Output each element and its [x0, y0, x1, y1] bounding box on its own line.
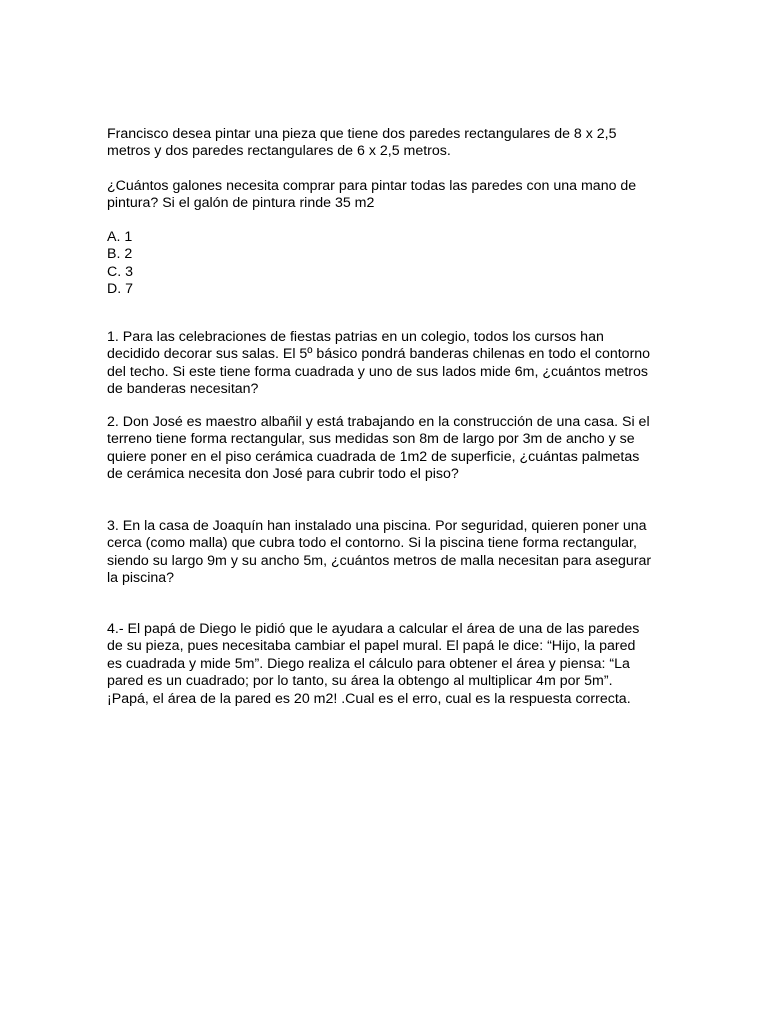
- problem-1-line: del techo. Si este tiene forma cuadrada y uno de sus lados mide 6m, ¿cuántos metros: [107, 363, 648, 380]
- problem-2-line: de cerámica necesita don José para cubrir todo el piso?: [107, 466, 459, 483]
- problem-4-line: es cuadrada y mide 5m”. Diego realiza el cálculo para obtener el área y piensa: “La: [107, 655, 630, 672]
- problem-1-paragraph: [107, 329, 667, 399]
- problem-4-line: ¡Papá, el área de la pared es 20 m2! .Cual es el erro, cual es la respuesta correcta.: [107, 690, 631, 707]
- problem-3-line: cerca (como malla) que cubra todo el contorno. Si la piscina tiene forma rectangular,: [107, 535, 637, 552]
- question-line: pintura? Si el galón de pintura rinde 35 m2: [107, 195, 375, 212]
- problem-2-paragraph: [107, 414, 667, 484]
- problem-3-line: 3. En la casa de Joaquín han instalado una piscina. Por seguridad, quieren poner una: [107, 518, 647, 534]
- problem-1-line: decidido decorar sus salas. El 5º básico pondrá banderas chilenas en todo el contorno: [107, 346, 651, 363]
- question-paragraph: [107, 178, 667, 213]
- option-d: D. 7: [107, 281, 134, 298]
- option-a: A. 1: [107, 229, 133, 245]
- problem-3-line: siendo su largo 9m y su ancho 5m, ¿cuántos metros de malla necesitan para asegurar: [107, 552, 652, 569]
- intro-line: Francisco desea pintar una pieza que tiene dos paredes rectangulares de 8 x 2,5: [107, 126, 617, 142]
- answer-options: [107, 229, 667, 299]
- option-b: B. 2: [107, 246, 133, 263]
- intro-paragraph: [107, 126, 667, 161]
- problem-2-line: quiere poner en el piso cerámica cuadrada de 1m2 de superficie, ¿cuántas palmetas: [107, 448, 640, 465]
- problem-3-paragraph: [107, 518, 667, 588]
- problem-4-line: pared es un cuadrado; por lo tanto, su área la obtengo al multiplicar 4m por 5m”.: [107, 673, 613, 690]
- problem-4-line: de su pieza, pues necesitaba cambiar el papel mural. El papá le dice: “Hijo, la pared: [107, 638, 636, 655]
- intro-line: metros y dos paredes rectangulares de 6 x 2,5 metros.: [107, 143, 451, 160]
- question-line: ¿Cuántos galones necesita comprar para pintar todas las paredes con una mano de: [107, 178, 637, 194]
- problem-2-line: terreno tiene forma rectangular, sus medidas son 8m de largo por 3m de ancho y se: [107, 431, 635, 448]
- problem-1-line: de banderas necesitan?: [107, 381, 259, 398]
- problem-3-line: la piscina?: [107, 570, 175, 587]
- problem-1-line: 1. Para las celebraciones de fiestas patrias en un colegio, todos los cursos han: [107, 329, 604, 345]
- option-c: C. 3: [107, 263, 134, 280]
- problem-4-paragraph: [107, 621, 667, 708]
- problem-2-line: 2. Don José es maestro albañil y está trabajando en la construcción de una casa. Si el: [107, 414, 650, 430]
- problem-4-line: 4.- El papá de Diego le pidió que le ayudara a calcular el área de una de las paredes: [107, 621, 640, 637]
